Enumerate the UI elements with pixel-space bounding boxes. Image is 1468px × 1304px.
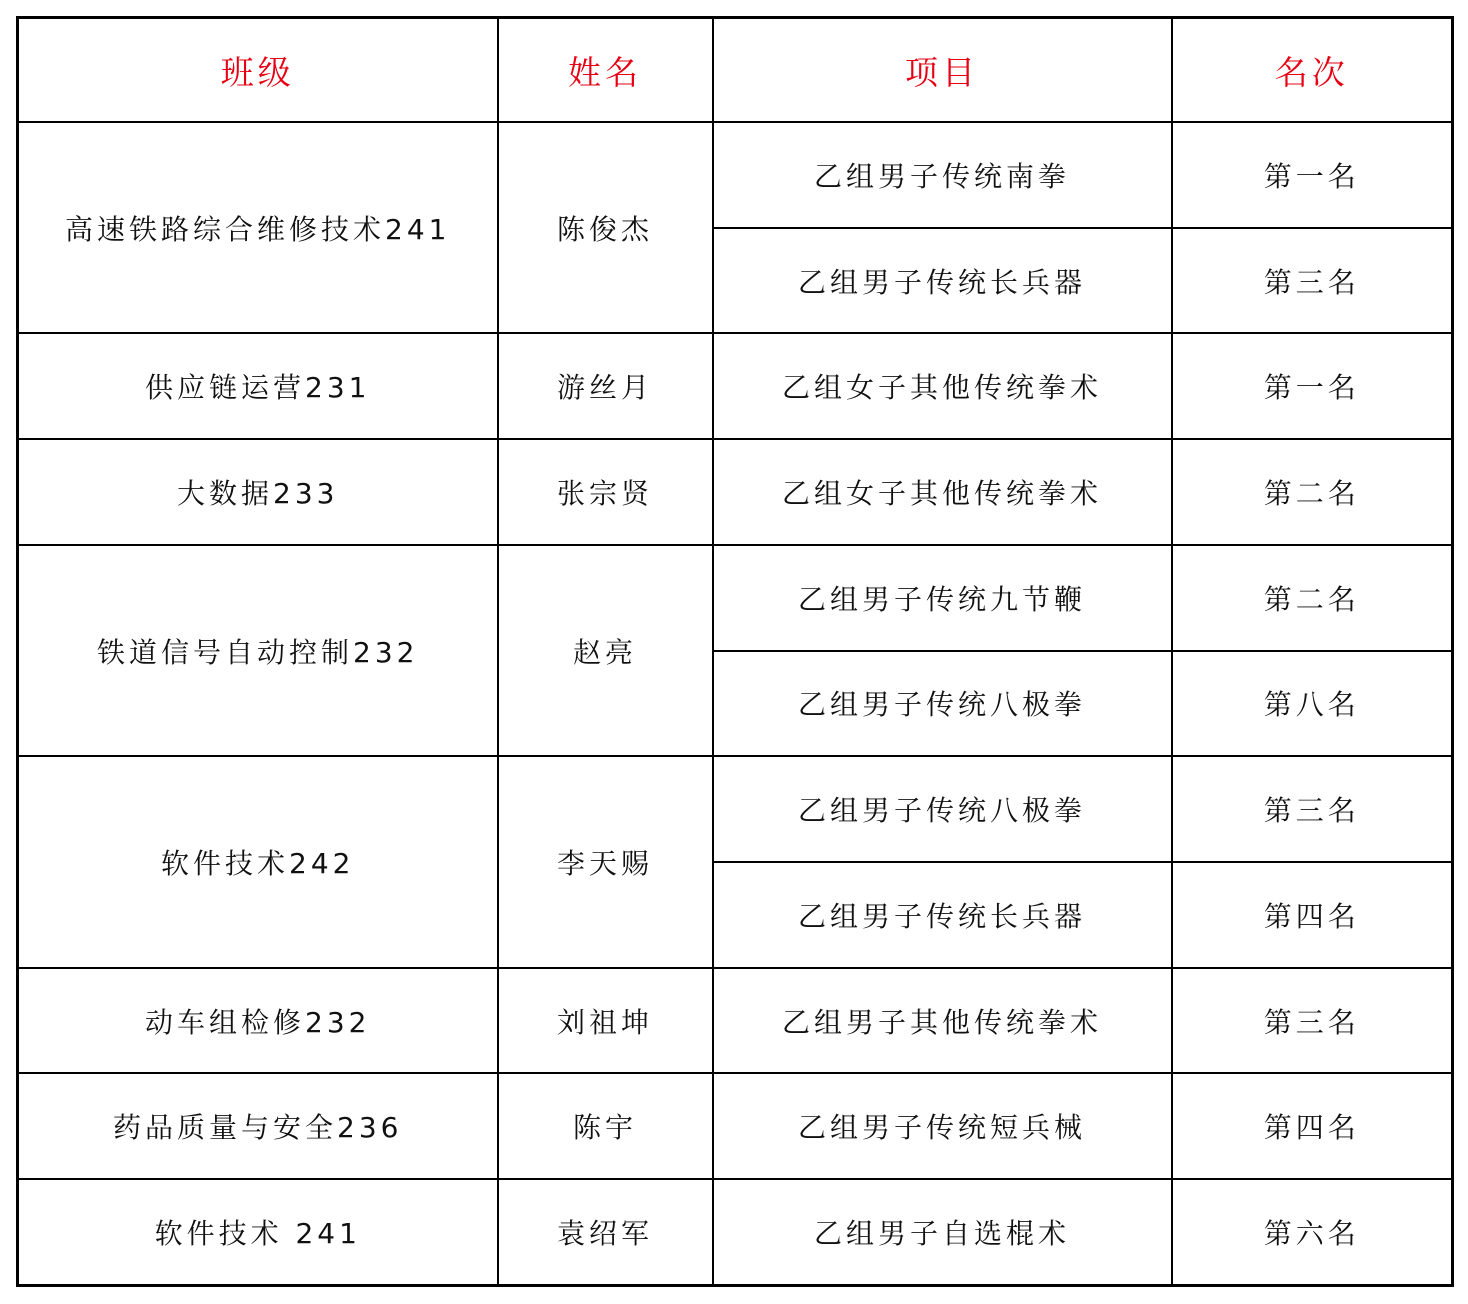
- rank-cell: 第一名: [1172, 333, 1453, 439]
- event-cell: 乙组男子传统九节鞭: [713, 545, 1172, 651]
- event-cell: 乙组男子自选棍术: [713, 1179, 1172, 1285]
- table-row: [18, 122, 1453, 228]
- rank-cell: 第二名: [1172, 545, 1453, 651]
- table-row: [18, 333, 1453, 439]
- header-row: [18, 18, 1453, 123]
- student-name-cell: 李天赐: [498, 756, 713, 967]
- event-cell: 乙组男子传统长兵器: [713, 862, 1172, 968]
- student-name-cell: 陈俊杰: [498, 122, 713, 333]
- event-cell: 乙组男子传统八极拳: [713, 756, 1172, 862]
- rank-cell: 第二名: [1172, 439, 1453, 545]
- header-event: 项目: [713, 18, 1172, 123]
- class-cell: 大数据233: [18, 439, 498, 545]
- table-row: [18, 1073, 1453, 1179]
- table-row: [18, 439, 1453, 545]
- class-cell: 高速铁路综合维修技术241: [18, 122, 498, 333]
- event-cell: 乙组男子传统八极拳: [713, 651, 1172, 757]
- table-row: [18, 545, 1453, 651]
- student-name-cell: 赵亮: [498, 545, 713, 756]
- class-cell: 供应链运营231: [18, 333, 498, 439]
- event-cell: 乙组男子传统长兵器: [713, 228, 1172, 334]
- header-rank: 名次: [1172, 18, 1453, 123]
- rank-cell: 第三名: [1172, 228, 1453, 334]
- rank-cell: 第四名: [1172, 1073, 1453, 1179]
- header-class: 班级: [18, 18, 498, 123]
- student-name-cell: 游丝月: [498, 333, 713, 439]
- class-cell: 软件技术 241: [18, 1179, 498, 1285]
- rank-cell: 第八名: [1172, 651, 1453, 757]
- class-cell: 动车组检修232: [18, 968, 498, 1074]
- header-name: 姓名: [498, 18, 713, 123]
- event-cell: 乙组男子其他传统拳术: [713, 968, 1172, 1074]
- student-name-cell: 陈宇: [498, 1073, 713, 1179]
- student-name-cell: 刘祖坤: [498, 968, 713, 1074]
- table-row: [18, 1179, 1453, 1285]
- class-cell: 软件技术242: [18, 756, 498, 967]
- event-cell: 乙组女子其他传统拳术: [713, 333, 1172, 439]
- student-name-cell: 袁绍军: [498, 1179, 713, 1285]
- event-cell: 乙组男子传统南拳: [713, 122, 1172, 228]
- event-cell: 乙组男子传统短兵械: [713, 1073, 1172, 1179]
- results-body: [18, 122, 1453, 1286]
- class-cell: 药品质量与安全236: [18, 1073, 498, 1179]
- table-row: [18, 968, 1453, 1074]
- results-table: [16, 16, 1454, 1287]
- rank-cell: 第一名: [1172, 122, 1453, 228]
- class-cell: 铁道信号自动控制232: [18, 545, 498, 756]
- rank-cell: 第六名: [1172, 1179, 1453, 1285]
- rank-cell: 第四名: [1172, 862, 1453, 968]
- event-cell: 乙组女子其他传统拳术: [713, 439, 1172, 545]
- table-row: [18, 756, 1453, 862]
- student-name-cell: 张宗贤: [498, 439, 713, 545]
- rank-cell: 第三名: [1172, 756, 1453, 862]
- rank-cell: 第三名: [1172, 968, 1453, 1074]
